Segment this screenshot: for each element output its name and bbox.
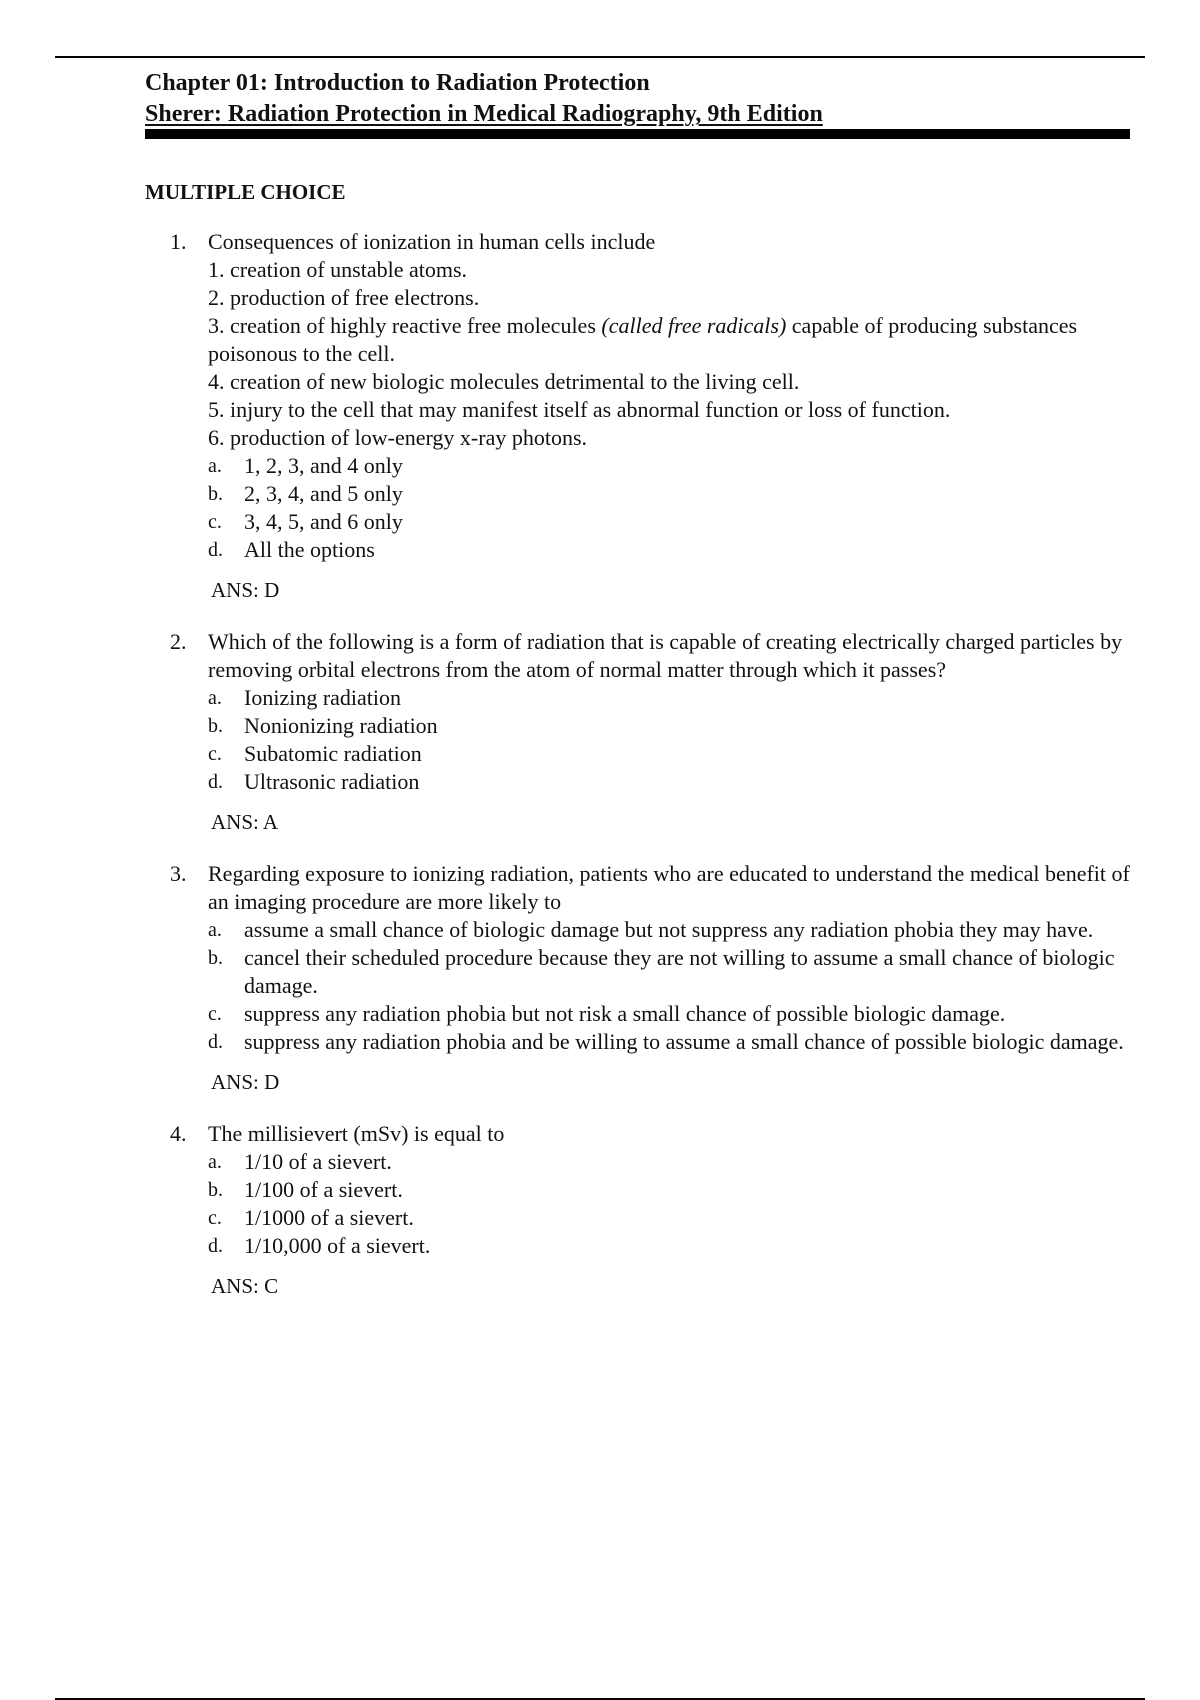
- option-letter: c.: [208, 1207, 222, 1229]
- option-text: Ionizing radiation: [244, 685, 402, 710]
- option-d[interactable]: [208, 768, 1130, 796]
- statement-italic: (called free radicals): [601, 313, 787, 338]
- option-text: suppress any radiation phobia but not risk a small chance of possible biologic damage.: [244, 1001, 1006, 1026]
- option-c[interactable]: [208, 508, 1130, 536]
- options: [208, 684, 1130, 796]
- page-header: [145, 68, 1130, 139]
- statement: 1. creation of unstable atoms.: [208, 257, 468, 282]
- options: [208, 1148, 1130, 1260]
- options: [208, 452, 1130, 564]
- option-b[interactable]: [208, 944, 1130, 1000]
- question-list: [170, 228, 1130, 1300]
- option-text: 1/1000 of a sievert.: [244, 1205, 414, 1230]
- section-heading: MULTIPLE CHOICE: [145, 180, 346, 204]
- option-d[interactable]: [208, 1232, 1130, 1260]
- option-text: cancel their scheduled procedure because they are not willing to assume a small chance of biologic damage.: [244, 945, 1115, 998]
- options: [208, 916, 1130, 1056]
- header-rule: [145, 129, 1130, 139]
- top-rule: [55, 56, 1145, 58]
- option-text: All the options: [244, 537, 375, 562]
- question-stem: Which of the following is a form of radiation that is capable of creating electrically charged particles by removing orbital electrons from the atom of normal matter through which it passes?: [208, 629, 1123, 682]
- option-c[interactable]: [208, 1204, 1130, 1232]
- question-stem: Regarding exposure to ionizing radiation, patients who are educated to understand the medical benefit of an imaging procedure are more likely to: [208, 861, 1130, 914]
- option-a[interactable]: [208, 916, 1130, 944]
- option-a[interactable]: [208, 684, 1130, 712]
- statement-text: capable of producing substances poisonous to the cell.: [208, 313, 1078, 366]
- option-c[interactable]: [208, 1000, 1130, 1028]
- option-text: 2, 3, 4, and 5 only: [244, 481, 403, 506]
- option-text: 1/10 of a sievert.: [244, 1149, 392, 1174]
- option-text: Nonionizing radiation: [244, 713, 438, 738]
- statement: 2. production of free electrons.: [208, 285, 480, 310]
- answer: ANS: D: [211, 578, 280, 602]
- answer: ANS: D: [211, 1070, 280, 1094]
- statement: 4. creation of new biologic molecules detrimental to the living cell.: [208, 369, 800, 394]
- option-a[interactable]: [208, 1148, 1130, 1176]
- question-number: 4.: [170, 1121, 187, 1146]
- option-letter: b.: [208, 1179, 223, 1201]
- book-subtitle: Sherer: Radiation Protection in Medical Radiography, 9th Edition: [145, 101, 823, 127]
- option-text: 3, 4, 5, and 6 only: [244, 509, 403, 534]
- question-2: [170, 628, 1130, 836]
- question-1: [170, 228, 1130, 604]
- option-letter: d.: [208, 1031, 223, 1053]
- option-letter: b.: [208, 483, 223, 505]
- answer: ANS: A: [211, 810, 279, 834]
- question-number: 2.: [170, 629, 187, 654]
- option-letter: a.: [208, 919, 222, 941]
- option-text: Subatomic radiation: [244, 741, 422, 766]
- option-letter: a.: [208, 687, 222, 709]
- statement-text: 3. creation of highly reactive free molecules: [208, 313, 602, 338]
- statement: [208, 312, 1130, 368]
- option-letter: d.: [208, 539, 223, 561]
- option-b[interactable]: [208, 712, 1130, 740]
- question-number: 1.: [170, 229, 187, 254]
- option-letter: b.: [208, 947, 223, 969]
- option-letter: a.: [208, 455, 222, 477]
- question-4: [170, 1120, 1130, 1300]
- question-3: [170, 860, 1130, 1096]
- statement: 5. injury to the cell that may manifest itself as abnormal function or loss of function.: [208, 397, 951, 422]
- chapter-title: Chapter 01: Introduction to Radiation Protection: [145, 70, 650, 96]
- answer: ANS: C: [211, 1274, 279, 1298]
- option-text: 1/100 of a sievert.: [244, 1177, 403, 1202]
- option-text: suppress any radiation phobia and be willing to assume a small chance of possible biologic damage.: [244, 1029, 1124, 1054]
- statement: 6. production of low-energy x-ray photons.: [208, 425, 588, 450]
- option-text: 1, 2, 3, and 4 only: [244, 453, 403, 478]
- option-b[interactable]: [208, 1176, 1130, 1204]
- option-d[interactable]: [208, 536, 1130, 564]
- option-letter: c.: [208, 1003, 222, 1025]
- option-letter: a.: [208, 1151, 222, 1173]
- option-d[interactable]: [208, 1028, 1130, 1056]
- question-stem: Consequences of ionization in human cells include: [208, 229, 656, 254]
- question-stem: The millisievert (mSv) is equal to: [208, 1121, 505, 1146]
- question-number: 3.: [170, 861, 187, 886]
- option-text: Ultrasonic radiation: [244, 769, 420, 794]
- option-b[interactable]: [208, 480, 1130, 508]
- option-letter: c.: [208, 743, 222, 765]
- option-letter: b.: [208, 715, 223, 737]
- option-c[interactable]: [208, 740, 1130, 768]
- option-text: 1/10,000 of a sievert.: [244, 1233, 431, 1258]
- option-letter: c.: [208, 511, 222, 533]
- option-text: assume a small chance of biologic damage but not suppress any radiation phobia they may have.: [244, 917, 1094, 942]
- option-letter: d.: [208, 771, 223, 793]
- option-letter: d.: [208, 1235, 223, 1257]
- option-a[interactable]: [208, 452, 1130, 480]
